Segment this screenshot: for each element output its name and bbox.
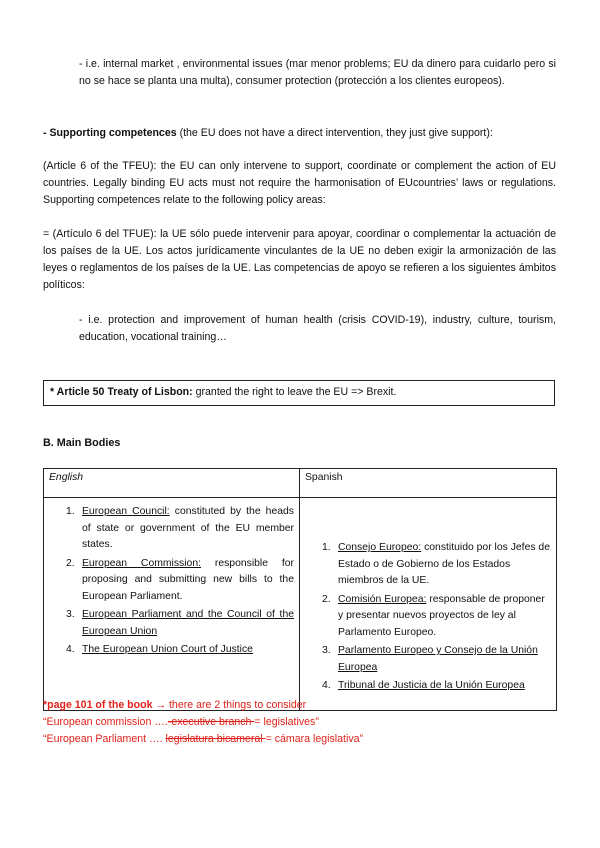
list-text: [338, 540, 551, 590]
note-parliament-strike: legislatura bicameral: [165, 733, 266, 745]
spanish-term-4: Tribunal de Justicia de la Unión Europea: [338, 680, 525, 691]
note-parliament-pre: “European Parliament ….: [43, 733, 166, 745]
note-page-101-rest: → there are 2 things to consider: [152, 699, 307, 711]
english-item-2: [66, 556, 294, 606]
spanish-term-3: Parlamento Europeo y Consejo de la Unión Europea: [338, 645, 538, 673]
note-european-commission: [43, 714, 319, 731]
spanish-item-1: [322, 540, 551, 590]
main-bodies-table: [43, 468, 557, 711]
note-page-101: [43, 697, 306, 714]
article50-label: * Article 50 Treaty of Lisbon:: [50, 386, 193, 398]
article6-english: (Article 6 of the TFEU): the EU can only intervene to support, coordinate or complement the action of EU countries. Legally binding EU acts must not require the harmonisation of EUcountries’ laws or regulations. Supporting competences relate to the following policy areas:: [43, 160, 556, 206]
spanish-desc-2: responsable de proponer y presentar nuevos proyectos de ley al Parlamento Europeo.: [338, 593, 545, 638]
list-number: 2.: [66, 557, 75, 569]
table-content-row: [44, 498, 557, 711]
list-number: 4.: [322, 680, 331, 691]
supporting-competences-label: - Supporting competences: [43, 127, 177, 139]
english-term-3: European Parliament and the Council of the European Union: [82, 609, 294, 637]
article50-rest: granted the right to leave the EU => Brexit.: [192, 386, 397, 398]
spanish-cell: [300, 498, 557, 711]
supporting-competences-line: [43, 125, 556, 142]
note-european-parliament: [43, 731, 363, 748]
list-text: [82, 607, 294, 640]
note-commission-strike: -executive branch: [167, 716, 255, 728]
col-spanish-header: Spanish: [300, 469, 557, 498]
list-number: 1.: [322, 542, 331, 553]
english-desc-1: constituted by the heads of state or government of the EU member states.: [82, 506, 294, 550]
english-cell: [44, 498, 300, 711]
bullet-human-health: - i.e. protection and improvement of human health (crisis COVID-19), industry, culture, tourism, education, vocational training…: [79, 314, 556, 343]
article6-spanish: = (Artículo 6 del TFUE): la UE sólo puede intervenir para apoyar, coordinar o complementar la actuación de los países de la UE. Los actos jurídicamente vinculantes de la UE no deben exigir la armonización de las leyes o reglamentos de los países de la UE. Las competencias de apoyo se refieren a los siguientes ámbitos políticos:: [43, 228, 556, 291]
list-text: [82, 642, 294, 659]
english-term-2: European Commission:: [82, 557, 201, 569]
note-commission-post: = legislatives”: [254, 716, 319, 728]
note-page-101-bold: *page 101 of the book: [43, 699, 153, 711]
english-item-1: [66, 504, 294, 554]
english-desc-2: responsible for proposing and submitting new bills to the European Parliament.: [82, 557, 294, 602]
list-text: [338, 678, 551, 695]
spanish-desc-1: constituido por los Jefes de Estado o de Gobierno de los Estados miembros de la UE.: [338, 542, 550, 586]
spanish-list: [322, 540, 551, 695]
list-text: [82, 556, 294, 606]
list-number: 3.: [322, 645, 331, 656]
bullet-internal-market: - i.e. internal market , environmental issues (mar menor problems; EU da dinero para cuidarlo pero si no se hace se planta una multa), consumer protection (protección a los clientes europeos).: [79, 58, 556, 87]
list-number: 1.: [66, 506, 75, 517]
col-english-header: English: [44, 469, 300, 498]
spanish-item-2: [322, 592, 551, 642]
spanish-term-2: Comisión Europea:: [338, 593, 427, 605]
note-parliament-post: = cámara legislativa”: [265, 733, 364, 745]
table-header-row: [44, 469, 557, 498]
english-item-4: [66, 642, 294, 659]
list-number: 3.: [66, 609, 75, 620]
english-term-1: European Council:: [82, 506, 170, 517]
list-text: [338, 643, 551, 676]
english-item-3: [66, 607, 294, 640]
note-commission-pre: “European commission ….: [43, 716, 168, 728]
list-text: [82, 504, 294, 554]
spanish-item-3: [322, 643, 551, 676]
english-term-4: The European Union Court of Justice: [82, 644, 253, 655]
supporting-competences-rest: (the EU does not have a direct intervention, they just give support):: [176, 127, 493, 139]
list-number: 4.: [66, 644, 75, 655]
article50-box: [43, 380, 555, 406]
list-text: [338, 592, 551, 642]
list-number: 2.: [322, 593, 331, 605]
spanish-term-1: Consejo Europeo:: [338, 542, 422, 553]
english-list: [66, 504, 294, 659]
spanish-item-4: [322, 678, 551, 695]
section-heading: B. Main Bodies: [43, 437, 121, 449]
